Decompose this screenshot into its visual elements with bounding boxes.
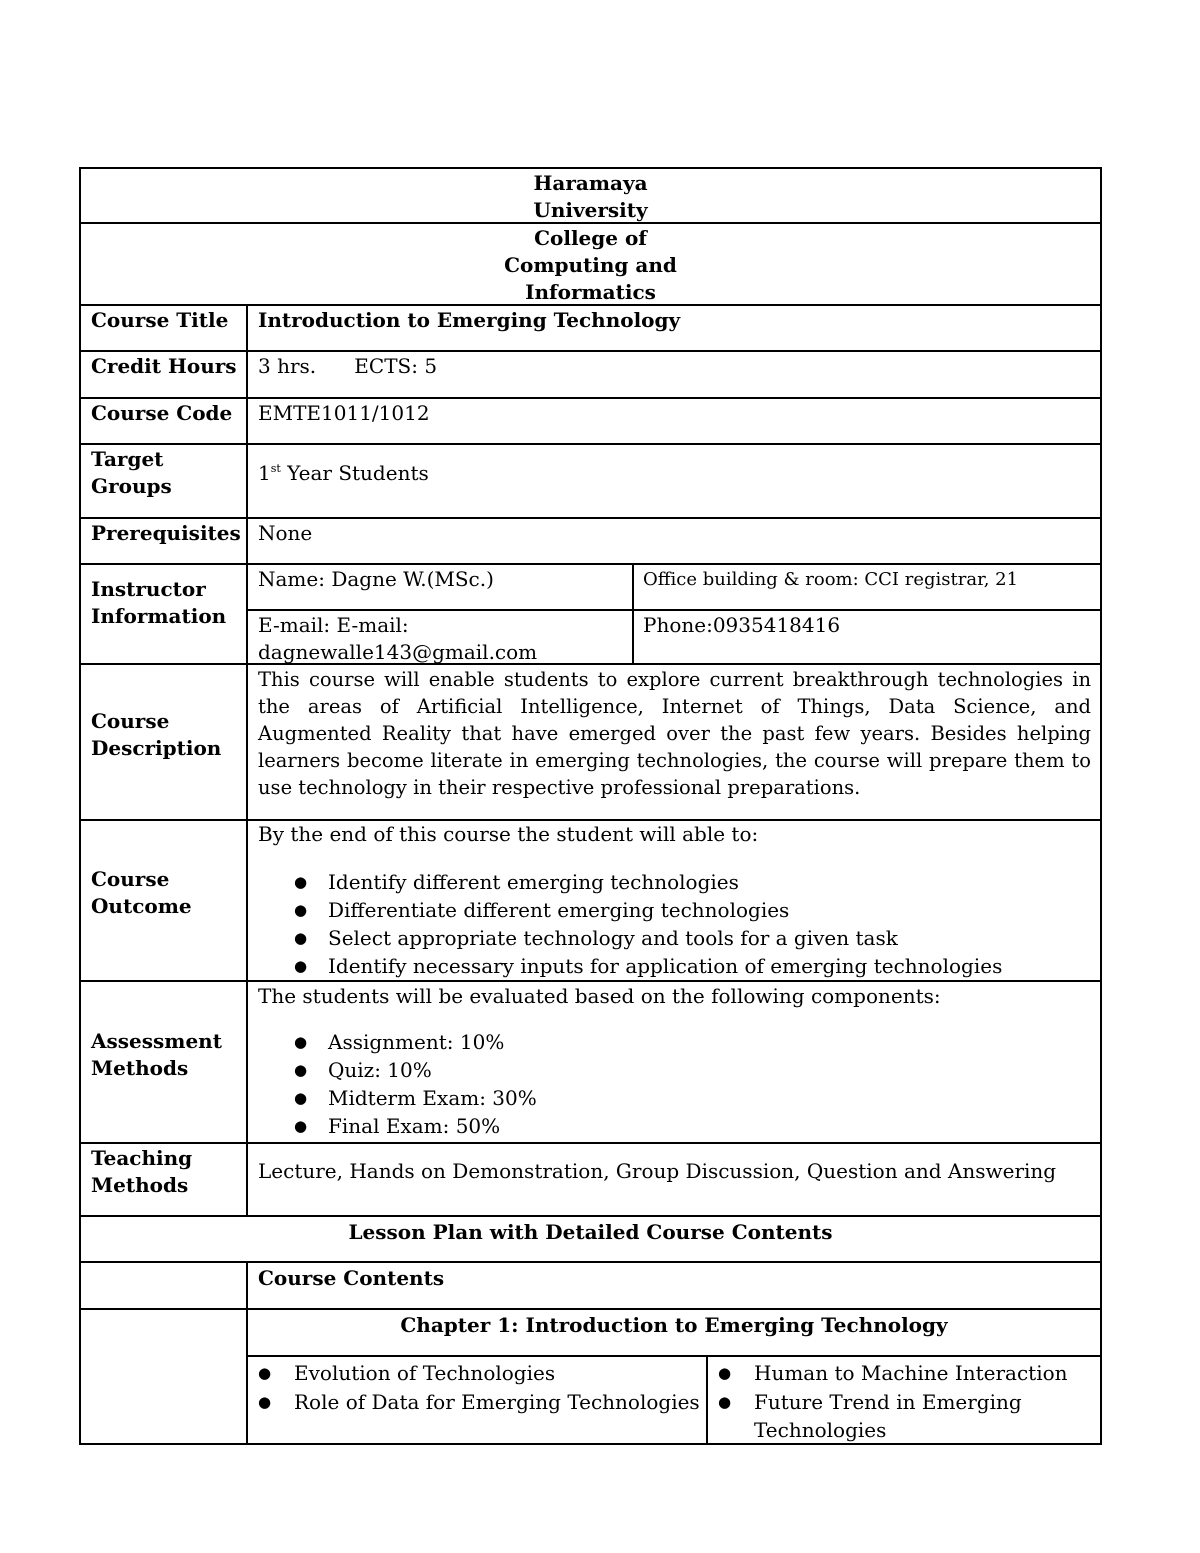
teaching-value: Lecture, Hands on Demonstration, Group Discussion, Question and Answering [258,1159,1057,1183]
rule [79,1308,1102,1310]
outcome-label: Course Outcome [91,867,192,918]
label-column-divider [246,1261,248,1445]
list-item: ● Select appropriate technology and tools for a given task [258,924,1091,952]
rule [79,980,1102,982]
chapter-1-title: Chapter 1: Introduction to Emerging Technology [400,1313,948,1337]
instructor-name: Name: Dagne W.(MSc.) [258,567,494,591]
rule [79,397,1102,399]
list-item: ● Assignment: 10% [258,1028,1091,1056]
prerequisites-value: None [258,521,313,545]
course-title-label: Course Title [91,308,229,332]
credit-hours-value: 3 hrs. ECTS: 5 [258,354,438,378]
list-item: ● Future Trend in Emerging Technologies [708,1388,1088,1444]
chapter-1-left-topics [248,1359,704,1417]
rule-chapter-split [246,1355,1102,1357]
rule [79,1215,1102,1217]
list-item: ● Identify necessary inputs for application of emerging technologies [258,952,1091,980]
rule [79,517,1102,519]
instructor-label: Instructor Information [91,577,227,628]
assessment-content [258,983,1091,1140]
course-code-value: EMTE1011/1012 [258,401,430,425]
label-column-divider [246,304,248,1216]
lesson-plan-title: Lesson Plan with Detailed Course Contents [348,1220,833,1244]
course-title-value: Introduction to Emerging Technology [258,308,681,332]
description-label: Course Description [91,709,222,760]
list-item: ● Human to Machine Interaction [708,1359,1088,1388]
outcome-content [258,821,1091,980]
rule [79,563,1102,565]
prerequisites-label: Prerequisites [91,521,241,545]
rule [79,443,1102,445]
list-item: ● Midterm Exam: 30% [258,1084,1091,1112]
list-item: ● Final Exam: 50% [258,1112,1091,1140]
instructor-column-divider [632,563,634,664]
instructor-phone: Phone:0935418416 [643,613,841,637]
target-groups-value: 1st Year Students [258,461,429,485]
assessment-intro: The students will be evaluated based on the following components: [258,984,941,1008]
chapter-1-right-topics [708,1359,1088,1444]
course-contents-label: Course Contents [258,1266,445,1290]
rule [79,350,1102,352]
instructor-email: E-mail: E-mail: dagnewalle143@gmail.com [258,613,538,664]
course-code-label: Course Code [91,401,233,425]
target-groups-label: Target Groups [91,447,172,498]
list-item: ● Quiz: 10% [258,1056,1091,1084]
rule [79,1142,1102,1144]
list-item: ● Role of Data for Emerging Technologies [248,1388,704,1417]
teaching-label: Teaching Methods [91,1146,193,1197]
list-item: ● Differentiate different emerging technologies [258,896,1091,924]
list-item: ● Evolution of Technologies [248,1359,704,1388]
assessment-list [258,1028,1091,1140]
assessment-label: Assessment Methods [91,1029,222,1080]
description-text: This course will enable students to explore current breakthrough technologies in the areas of Artificial Intelligence, Internet of Things, Data Science, and Augmented Reality that have emerged over the past few years. Besides helping learners become literate in emerging technologies, the course will prepare them to use technology in their respective professional preparations. [258,668,1091,799]
rule [79,1261,1102,1263]
table-border-left [79,167,81,1445]
list-item: ● Identify different emerging technologies [258,868,1091,896]
credit-hours-label: Credit Hours [91,354,237,378]
instructor-office: Office building & room: CCI registrar, 21 [643,569,1019,590]
rule-instructor-split [246,609,1102,611]
outcome-intro: By the end of this course the student will able to: [258,822,759,846]
rule [79,167,1102,169]
college-name: College of Computing and Informatics [504,226,677,304]
university-name: Haramaya University [533,171,648,222]
outcome-list [258,868,1091,980]
table-border-right [1100,167,1102,1445]
